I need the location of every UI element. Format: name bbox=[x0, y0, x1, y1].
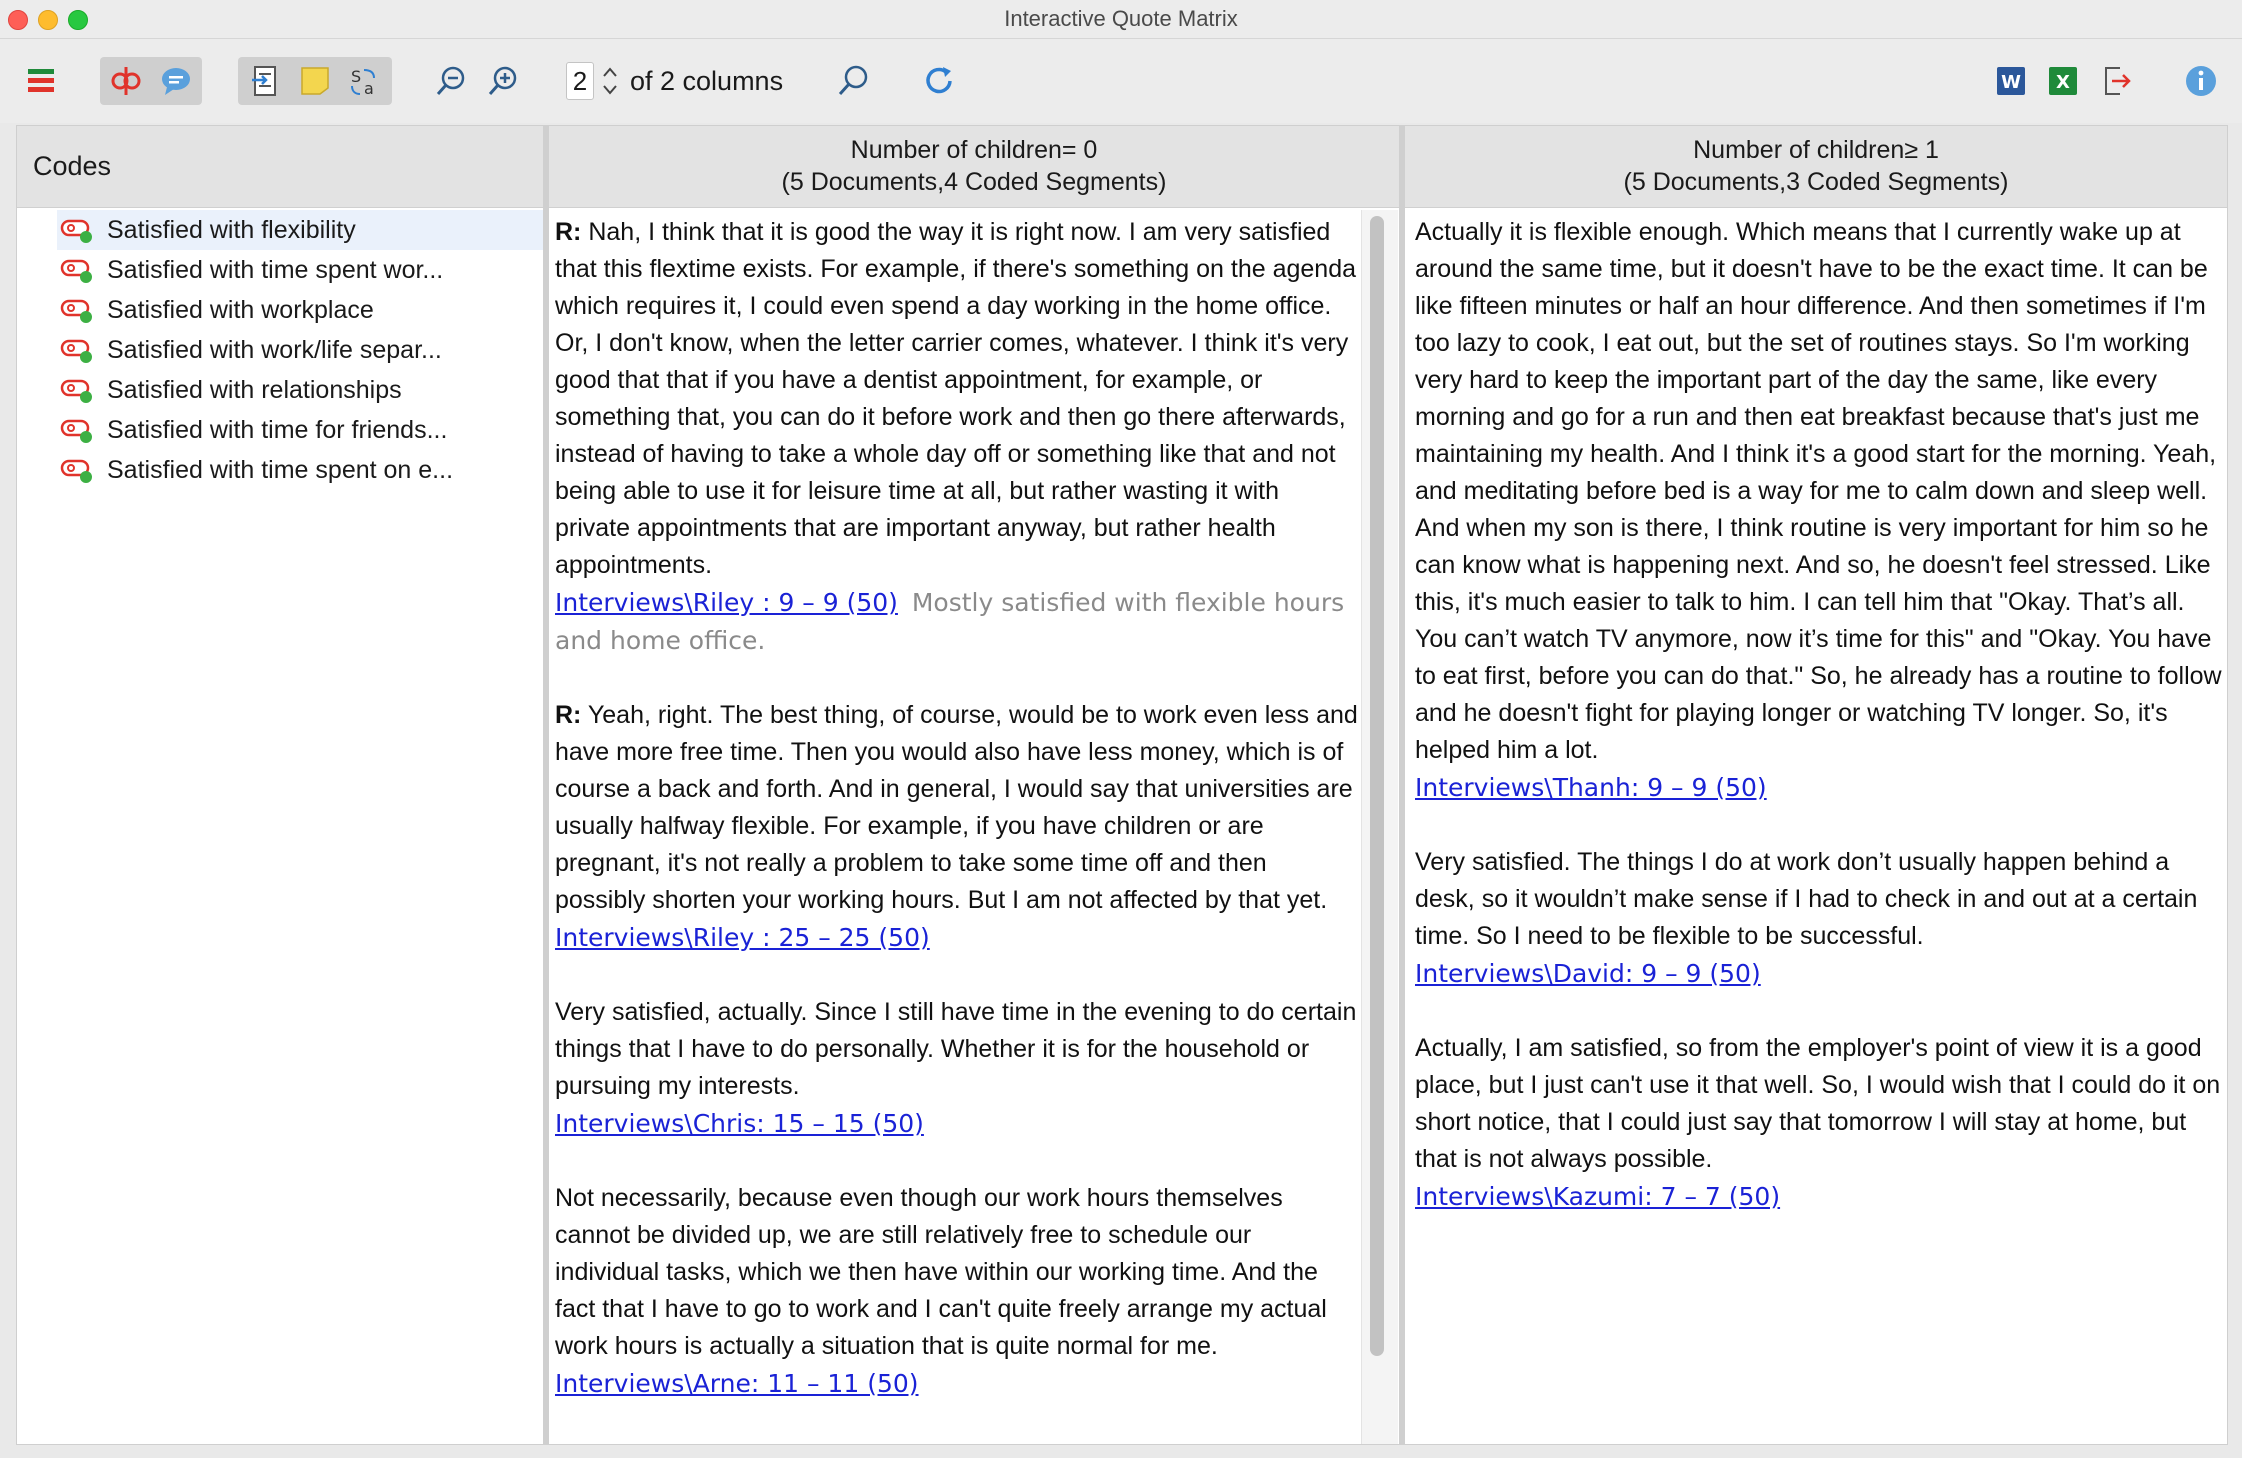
svg-text:W: W bbox=[2001, 72, 2021, 93]
coded-segment bbox=[555, 994, 1359, 1143]
zoom-in-icon[interactable] bbox=[478, 57, 528, 105]
zoom-out-icon[interactable] bbox=[426, 57, 476, 105]
pane-splitter[interactable] bbox=[543, 126, 549, 1444]
search-icon[interactable] bbox=[828, 57, 878, 105]
column-header-stats: (5 Documents,3 Coded Segments) bbox=[1623, 168, 2009, 196]
code-item[interactable] bbox=[57, 250, 543, 290]
speaker-label: R: bbox=[555, 218, 582, 246]
coded-segment bbox=[555, 1180, 1359, 1403]
code-label: Satisfied with time spent wor... bbox=[107, 255, 444, 284]
document-export-icon[interactable] bbox=[240, 57, 290, 105]
segment-text bbox=[555, 697, 1359, 919]
coded-segment bbox=[1415, 844, 2223, 993]
memo-icon[interactable] bbox=[290, 57, 340, 105]
source-link[interactable]: Interviews\Kazumi: 7 – 7 (50) bbox=[1415, 1182, 1781, 1211]
excel-export-icon[interactable] bbox=[2038, 57, 2088, 105]
segment-body: Nah, I think that it is good the way it is right now. I am very satisfied that this flextime exists. For example, if there's something on the agenda which requires it, I could even spend a day working in the home office. Or, I don't know, when the letter carrier comes, whatever. I think it's very good that that if you have a dentist appointment, for example, or something that, you can do it before work and then go there afterwards, instead of having to take a whole day off or something like that and not being able to use it for leisure time at all, but rather wasting it with private appointments that are important anyway, but rather health appointments. bbox=[555, 218, 1357, 579]
segment-column-children-1plus bbox=[1415, 214, 2223, 1253]
segment-body: Very satisfied, actually. Since I still have time in the evening to do certain things that I have to do personally. Whether it is for the household or pursuing my interests. bbox=[555, 998, 1357, 1100]
column-navigator bbox=[566, 59, 783, 103]
window-title: Interactive Quote Matrix bbox=[1004, 6, 1238, 31]
source-link[interactable]: Interviews\Thanh: 9 – 9 (50) bbox=[1415, 773, 1767, 802]
column-header-stats: (5 Documents,4 Coded Segments) bbox=[781, 168, 1167, 196]
codes-header: Codes bbox=[17, 126, 543, 208]
code-tag-icon bbox=[57, 210, 97, 250]
source-link[interactable]: Interviews\David: 9 – 9 (50) bbox=[1415, 959, 1761, 988]
source-link[interactable]: Interviews\Riley : 9 – 9 (50) bbox=[555, 588, 898, 617]
svg-text:S: S bbox=[351, 67, 362, 86]
code-tree bbox=[57, 210, 543, 490]
translate-icon[interactable] bbox=[340, 57, 390, 105]
svg-text:a: a bbox=[364, 79, 374, 98]
code-tag-icon bbox=[57, 290, 97, 330]
quote-matrix bbox=[16, 125, 2228, 1445]
code-filter-icon[interactable] bbox=[101, 57, 151, 105]
source-link[interactable]: Interviews\Arne: 11 – 11 (50) bbox=[555, 1369, 919, 1398]
comment-icon[interactable] bbox=[151, 57, 201, 105]
code-item[interactable] bbox=[57, 370, 543, 410]
coded-segment bbox=[555, 697, 1359, 957]
code-tag-icon bbox=[57, 250, 97, 290]
code-label: Satisfied with flexibility bbox=[107, 215, 356, 244]
svg-text:X: X bbox=[2056, 72, 2070, 93]
segment-column-children-0 bbox=[555, 214, 1359, 1440]
chevron-down-icon[interactable] bbox=[600, 81, 620, 99]
segment-source-row bbox=[555, 584, 1359, 660]
column-header-children-1plus bbox=[1405, 126, 2227, 208]
segment-text bbox=[555, 214, 1359, 584]
scrollbar-thumb[interactable] bbox=[1370, 216, 1384, 1356]
source-link[interactable]: Interviews\Riley : 25 – 25 (50) bbox=[555, 923, 930, 952]
code-label: Satisfied with relationships bbox=[107, 375, 402, 404]
segment-body: Not necessarily, because even though our work hours themselves cannot be divided up, we are still relatively free to schedule our individual tasks, which we then have within our working time. And the fact that I have to go to work and I can't quite freely arrange my actual work hours is actually a situation that is quite normal for me. bbox=[555, 1184, 1327, 1360]
code-item[interactable] bbox=[57, 290, 543, 330]
code-item[interactable] bbox=[57, 330, 543, 370]
code-label: Satisfied with work/life separ... bbox=[107, 335, 442, 364]
column-stepper[interactable] bbox=[600, 63, 620, 99]
code-tag-icon bbox=[57, 410, 97, 450]
export-icon[interactable] bbox=[2092, 57, 2142, 105]
code-item[interactable] bbox=[57, 210, 543, 250]
segment-body: Actually, I am satisfied, so from the employer's point of view it is a good place, but I just can't use it that well. So, I would wish that I could do it on short notice, that I could just say that tomorrow I will stay at home, but that is not always possible. bbox=[1415, 1034, 2221, 1173]
code-label: Satisfied with time spent on e... bbox=[107, 455, 454, 484]
info-icon[interactable] bbox=[2176, 57, 2226, 105]
word-export-icon[interactable] bbox=[1986, 57, 2036, 105]
code-list-icon[interactable] bbox=[16, 57, 66, 105]
code-tag-icon bbox=[57, 370, 97, 410]
refresh-icon[interactable] bbox=[914, 57, 964, 105]
column-header-title: Number of children= 0 bbox=[850, 136, 1098, 164]
column-number-input[interactable]: 2 bbox=[566, 62, 594, 100]
coded-segment bbox=[555, 214, 1359, 660]
code-tag-icon bbox=[57, 450, 97, 490]
code-item[interactable] bbox=[57, 450, 543, 490]
segment-comment: Mostly satisfied with flexible hours and home office. bbox=[555, 588, 1345, 655]
code-tag-icon bbox=[57, 330, 97, 370]
toolbar bbox=[0, 39, 2242, 123]
column-header-children-0 bbox=[549, 126, 1399, 208]
segment-body: Very satisfied. The things I do at work don’t usually happen behind a desk, so it wouldn’t make sense if I had to check in and out at a certain time. So I need to be flexible to be successful. bbox=[1415, 848, 2198, 950]
source-link[interactable]: Interviews\Chris: 15 – 15 (50) bbox=[555, 1109, 924, 1138]
column-count-label: of 2 columns bbox=[630, 65, 784, 96]
title-bar bbox=[0, 0, 2242, 39]
chevron-up-icon[interactable] bbox=[600, 63, 620, 81]
coded-segment bbox=[1415, 214, 2223, 807]
segment-body: Actually it is flexible enough. Which means that I currently wake up at around the same time, but it doesn't have to be the exact time. It can be like fifteen minutes or half an hour difference. And then sometimes if I'm too lazy to cook, I eat out, but the set of routines stays. So I'm working very hard to keep the important part of the day the same, like every morning and go for a run and then eat breakfast because that's just me maintaining my health. And I think it's a good start for the morning. Yeah, and meditating before bed is a way for me to calm down and sleep well. And when my son is there, I think routine is very important for him so he can know what is happening next. And so, he doesn't feel stressed. Like this, it's much easier to talk to him. I can tell him that "Okay. That’s all. You can’t watch TV anymore, now it’s time for this" and "Okay. You have to eat first, before you can do that." So, he already has a routine to follow and he doesn't fight for playing longer or watching TV longer. So, it's helped him a lot. bbox=[1415, 218, 2222, 764]
code-label: Satisfied with time for friends... bbox=[107, 415, 448, 444]
speaker-label: R: bbox=[555, 701, 582, 729]
column-header-title: Number of children≥ 1 bbox=[1693, 136, 1939, 164]
code-label: Satisfied with workplace bbox=[107, 295, 374, 324]
column-splitter[interactable] bbox=[1399, 126, 1405, 1444]
view-options-group bbox=[238, 57, 392, 105]
coded-segment bbox=[1415, 1030, 2223, 1216]
segment-body: Yeah, right. The best thing, of course, would be to work even less and have more free time. Then you would also have less money, which is of course a back and forth. And in general, I would say that universities are usually halfway flexible. For example, if you have children or are pregnant, it's not really a problem to take some time off and then possibly shorten your working hours. But I am not affected by that yet. bbox=[555, 701, 1358, 914]
code-item[interactable] bbox=[57, 410, 543, 450]
display-toggle-group bbox=[100, 57, 202, 105]
